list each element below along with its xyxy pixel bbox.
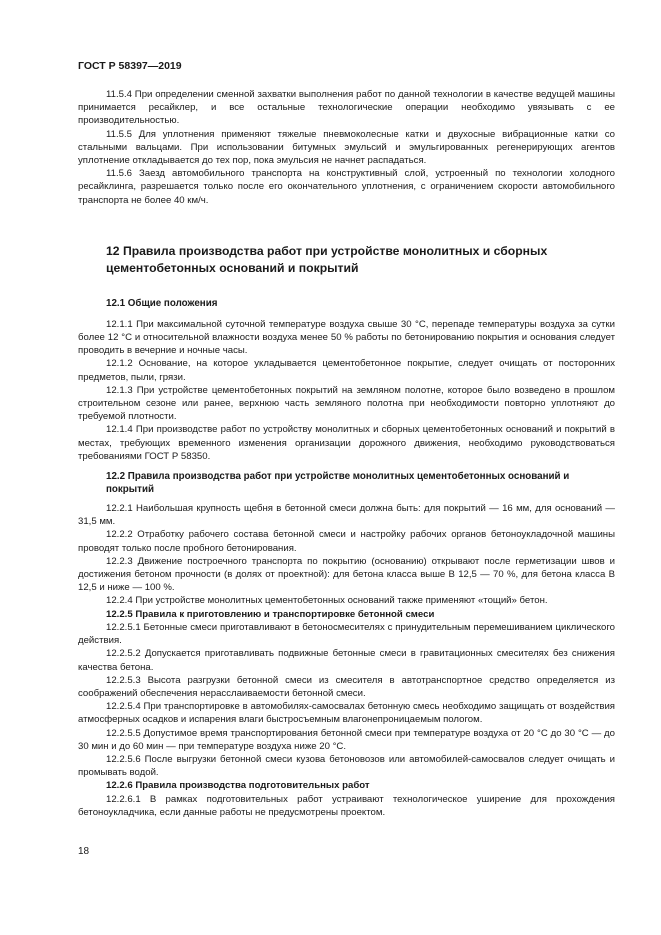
subsection-heading-12-2: 12.2 Правила производства работ при устройстве монолитных цементобетонных оснований и покрытий — [106, 471, 570, 496]
section-heading-12: 12 Правила производства работ при устройстве монолитных и сборных цементобетонных оснований и покрытий — [106, 243, 548, 275]
page-number: 18 — [78, 846, 90, 857]
subsection-heading-12-2-5: 12.2.5 Правила к приготовлению и транспортировке бетонной смеси — [106, 608, 435, 620]
paragraph-12-2-5-5: 12.2.5.5 Допустимое время транспортирования бетонной смеси при температуре воздуха от 20 °С до 30 °С — до 30 мин и до 60 мин — при температуре воздуха ниже 20 °С. — [78, 727, 615, 752]
paragraph-12-2-5-2: 12.2.5.2 Допускается приготавливать подвижные бетонные смеси в гравитационных смесителях без снижения качества бетона. — [78, 648, 615, 673]
paragraph-12-2-2: 12.2.2 Отработку рабочего состава бетонной смеси и настройку рабочих органов бетоноукладочной машины проводят только после пробного бетонирования. — [78, 529, 615, 554]
document-header: ГОСТ Р 58397—2019 — [78, 60, 182, 72]
paragraph-12-2-5-4: 12.2.5.4 При транспортировке в автомобилях-самосвалах бетонную смесь необходимо защищать от воздействия атмосферных осадков и испарения влаги быстросъемным влагонепроницаемым пологом. — [78, 701, 615, 726]
paragraph-12-1-3: 12.1.3 При устройстве цементобетонных покрытий на земляном полотне, которое было возведено в прошлом строительном сезоне или ранее, верхнюю часть земляного полотна при необходимости повторно уплотняют до требуемой плотности. — [78, 384, 615, 423]
paragraph-12-2-4: 12.2.4 При устройстве монолитных цементобетонных оснований также применяют «тощий» бетон. — [106, 595, 548, 607]
paragraph-12-2-5-6: 12.2.5.6 После выгрузки бетонной смеси кузова бетоновозов или автомобилей-самосвалов следует очищать и промывать водой. — [78, 753, 615, 779]
paragraph-12-2-3: 12.2.3 Движение построечного транспорта по покрытию (основанию) открывают после герметизации швов и достижения бетоном прочности (в долях от проектной): для бетона класса выше В 12,5 — 70 %, для бетона класса В 12,5 и ниже — 100 %. — [78, 555, 615, 594]
paragraph-12-2-5-1: 12.2.5.1 Бетонные смеси приготавливают в бетоносмесителях с принудительным перемешиванием циклического действия. — [78, 621, 615, 647]
paragraph-12-2-1: 12.2.1 Наибольшая крупность щебня в бетонной смеси должна быть: для покрытий — 16 мм, для оснований — 31,5 мм. — [78, 503, 615, 528]
paragraph-11-5-6: 11.5.6 Заезд автомобильного транспорта на конструктивный слой, устроенный по технологии холодного ресайклинга, разрешается только после его окончательного уплотнения, с ограничением скорости автомобильного транспорта не более 40 км/ч. — [78, 168, 615, 206]
subsection-heading-12-2-6: 12.2.6 Правила производства подготовительных работ — [106, 780, 370, 792]
paragraph-12-1-4: 12.1.4 При производстве работ по устройству монолитных и сборных цементобетонных оснований и покрытий в местах, требующих временного изменения организации дорожного движения, необходимо руководствоваться требованиями ГОСТ Р 58350. — [78, 424, 615, 462]
document-body — [78, 88, 615, 819]
paragraph-12-2-5-3: 12.2.5.3 Высота разгрузки бетонной смеси из смесителя в автотранспортное средство определяется из соображений обеспечения нерасслаиваемости бетонной смеси. — [78, 674, 615, 699]
paragraph-11-5-5: 11.5.5 Для уплотнения применяют тяжелые пневмоколесные катки и двухосные вибрационные катки со стальными вальцами. При использовании битумных эмульсий и эмульгированных регенерирующих агентов уплотнение откладывается до тех пор, пока эмульсия не начнет распадаться. — [78, 128, 615, 167]
subsection-heading-12-1: 12.1 Общие положения — [106, 297, 218, 309]
paragraph-12-1-1: 12.1.1 При максимальной суточной температуре воздуха свыше 30 °С, перепаде температуры воздуха за сутки более 12 °С и относительной влажности воздуха менее 50 % работы по бетонированию покрытия и основания следует проводить в вечерние и ночные часы. — [78, 318, 615, 357]
paragraph-12-2-6-1: 12.2.6.1 В рамках подготовительных работ устраивают технологическое уширение для прохождения бетоноукладчика, если данные работы не предусмотрены проектом. — [78, 793, 615, 818]
paragraph-11-5-4: 11.5.4 При определении сменной захватки выполнения работ по данной технологии в качестве ведущей машины принимается ресайклер, и все остальные технологические операции необходимо увязывать с ее производительностью. — [78, 89, 615, 127]
paragraph-12-1-2: 12.1.2 Основание, на которое укладывается цементобетонное покрытие, следует очищать от посторонних предметов, пыли, грязи. — [78, 358, 615, 383]
